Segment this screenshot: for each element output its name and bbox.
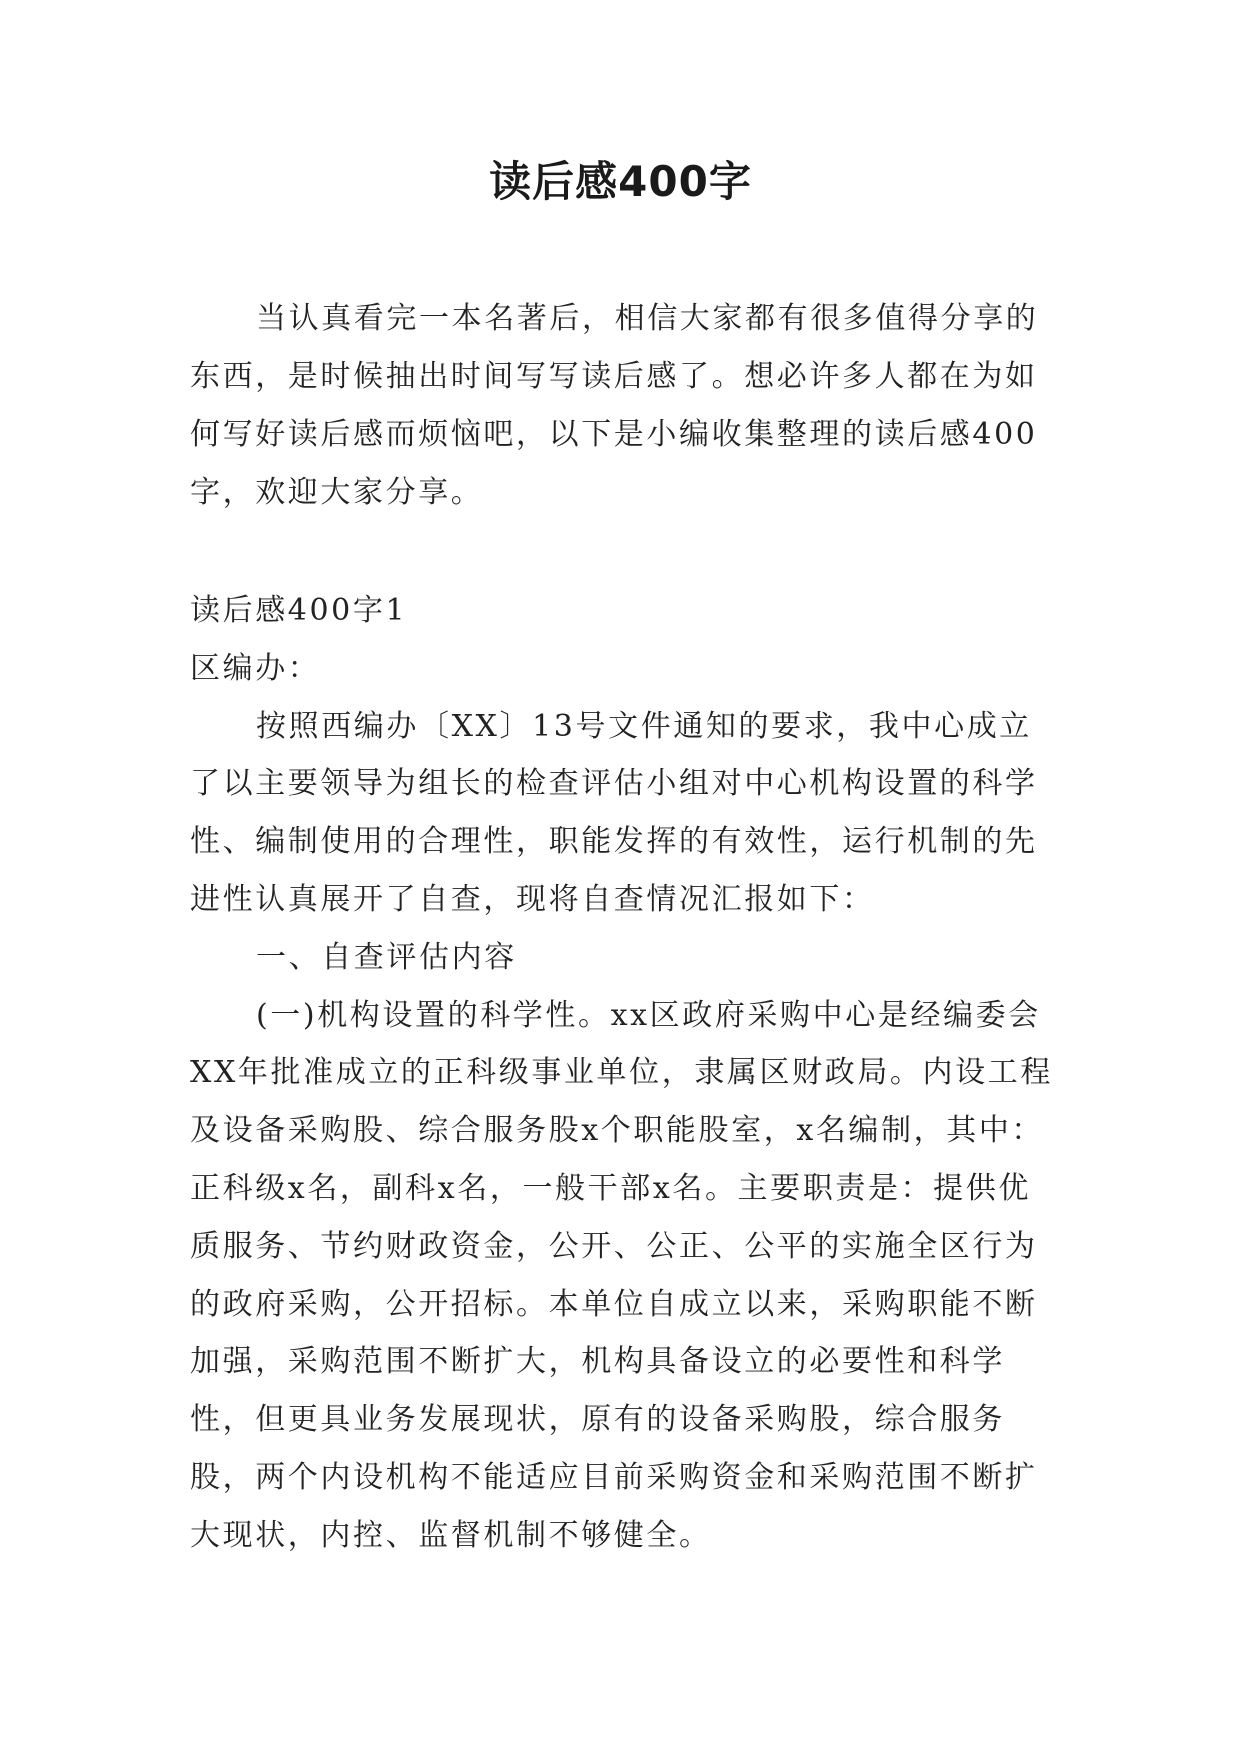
main-content [190,582,1060,1565]
paragraph-1: 按照西编办〔XX〕13号文件通知的要求，我中心成立了以主要领导为组长的检查评估小组对中心机构设置的科学性、编制使用的合理性，职能发挥的有效性，运行机制的先进性认真展开了自查，现将自查情况汇报如下： [190,708,1038,917]
document-title: 读后感400字 [489,157,752,206]
salutation: 区编办： [190,650,321,686]
intro-paragraph: 当认真看完一本名著后，相信大家都有很多值得分享的东西，是时候抽出时间写写读后感了。想必许多人都在为如何写好读后感而烦恼吧，以下是小编收集整理的读后感400字，欢迎大家分享。 [190,301,1039,510]
section-heading: 读后感400字1 [190,593,408,628]
subheading-1: 一、自查评估内容 [256,939,517,975]
paragraph-2: (一)机构设置的科学性。xx区政府采购中心是经编委会XX年批准成立的正科级事业单位，隶属区财政局。内设工程及设备采购股、综合服务股x个职能股室，x名编制，其中：正科级x名，副科x名，一般干部x名。主要职责是：提供优质服务、节约财政资金，公开、公正、公平的实施全区行为的政府采购，公开招标。本单位自成立以来，采购职能不断加强，采购范围不断扩大，机构具备设立的必要性和科学性，但更具业务发展现状，原有的设备采购股，综合服务股，两个内设机构不能适应目前采购资金和采购范围不断扩大现状，内控、监督机制不够健全。 [190,997,1053,1553]
